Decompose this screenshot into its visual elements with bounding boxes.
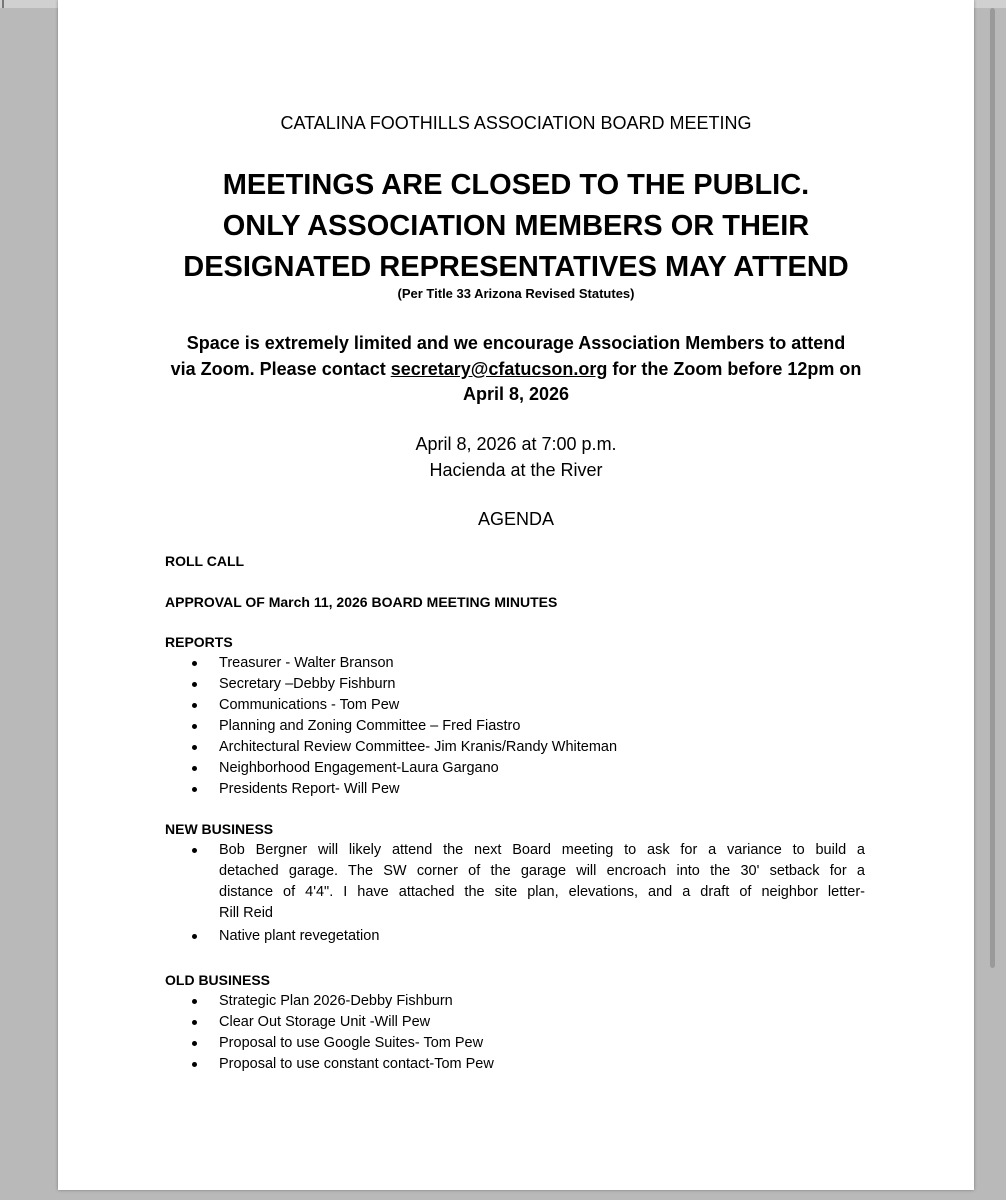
bullet-icon [192,1020,197,1025]
old-business-heading: OLD BUSINESS [165,972,271,988]
scrollbar-thumb[interactable] [990,8,995,968]
roll-call-heading: ROLL CALL [165,553,245,569]
list-item-text: Neighborhood Engagement-Laura Gargano [219,760,499,776]
list-item [165,779,617,800]
list-item [165,1012,494,1033]
list-item [165,1054,494,1075]
variance-item-line-1: Bob Bergner will likely attend the next Board meeting to ask for a variance to build a [219,842,865,858]
list-item-text: Proposal to use constant contact-Tom Pew [219,1056,494,1072]
list-item [165,926,865,947]
list-item [165,840,865,924]
variance-item-line-2: detached garage. The SW corner of the garage will encroach into the 30' setback for a [219,863,865,879]
list-item [165,674,617,695]
document-page [58,0,974,1190]
list-item-text: Native plant revegetation [219,928,380,944]
list-item [165,695,617,716]
space-notice-line-3: April 8, 2026 [462,384,570,404]
list-item-text: Planning and Zoning Committee – Fred Fiastro [219,718,521,734]
bullet-icon [192,1041,197,1046]
space-notice-prefix: via Zoom. Please contact [170,359,391,379]
agenda-title: AGENDA [477,509,555,529]
closed-notice-line-1: MEETINGS ARE CLOSED TO THE PUBLIC. [222,169,810,201]
bullet-icon [192,766,197,771]
org-title: CATALINA FOOTHILLS ASSOCIATION BOARD MEETING [280,113,752,133]
variance-item-line-4: Rill Reid [219,905,273,921]
space-notice-suffix: for the Zoom before 12pm on [607,359,862,379]
edge-tick [2,0,4,8]
vertical-scrollbar[interactable] [988,2,998,1198]
new-business-heading: NEW BUSINESS [165,821,274,837]
reports-list [165,653,617,800]
new-business-list [165,840,865,947]
list-item-text: Strategic Plan 2026-Debby Fishburn [219,993,453,1009]
reports-heading: REPORTS [165,634,233,650]
list-item-text: Secretary –Debby Fishburn [219,676,396,692]
closed-notice-line-2: ONLY ASSOCIATION MEMBERS OR THEIR [222,210,810,242]
meeting-venue: Hacienda at the River [429,460,603,480]
bullet-icon [192,724,197,729]
list-item-text: Presidents Report- Will Pew [219,781,400,797]
list-item-text: Clear Out Storage Unit -Will Pew [219,1014,431,1030]
bullet-icon [192,787,197,792]
secretary-email-link[interactable]: secretary@cfatucson.org [390,359,608,379]
meeting-datetime: April 8, 2026 at 7:00 p.m. [415,434,617,454]
list-item-text: Architectural Review Committee- Jim Kranis/Randy Whiteman [219,739,618,755]
list-item [165,653,617,674]
bullet-icon [192,745,197,750]
bullet-icon [192,703,197,708]
space-notice-line-2 [58,356,974,382]
variance-item-line-3: distance of 4'4". I have attached the site plan, elevations, and a draft of neighbor letter- [219,884,865,900]
bullet-icon [192,848,197,853]
bullet-icon [192,934,197,939]
list-item-text: Communications - Tom Pew [219,697,400,713]
old-business-list [165,991,494,1075]
bullet-icon [192,661,197,666]
space-notice-line-1: Space is extremely limited and we encourage Association Members to attend [186,333,846,353]
list-item [165,716,617,737]
closed-notice-line-3: DESIGNATED REPRESENTATIVES MAY ATTEND [183,251,849,283]
bullet-icon [192,682,197,687]
list-item [165,737,617,758]
list-item [165,1033,494,1054]
bullet-icon [192,999,197,1004]
list-item-text: Proposal to use Google Suites- Tom Pew [219,1035,484,1051]
bullet-icon [192,1062,197,1067]
list-item-text: Treasurer - Walter Branson [219,655,394,671]
list-item [165,991,494,1012]
statute-note: (Per Title 33 Arizona Revised Statutes) [397,286,635,301]
approval-heading: APPROVAL OF March 11, 2026 BOARD MEETING MINUTES [165,594,558,610]
list-item [165,758,617,779]
